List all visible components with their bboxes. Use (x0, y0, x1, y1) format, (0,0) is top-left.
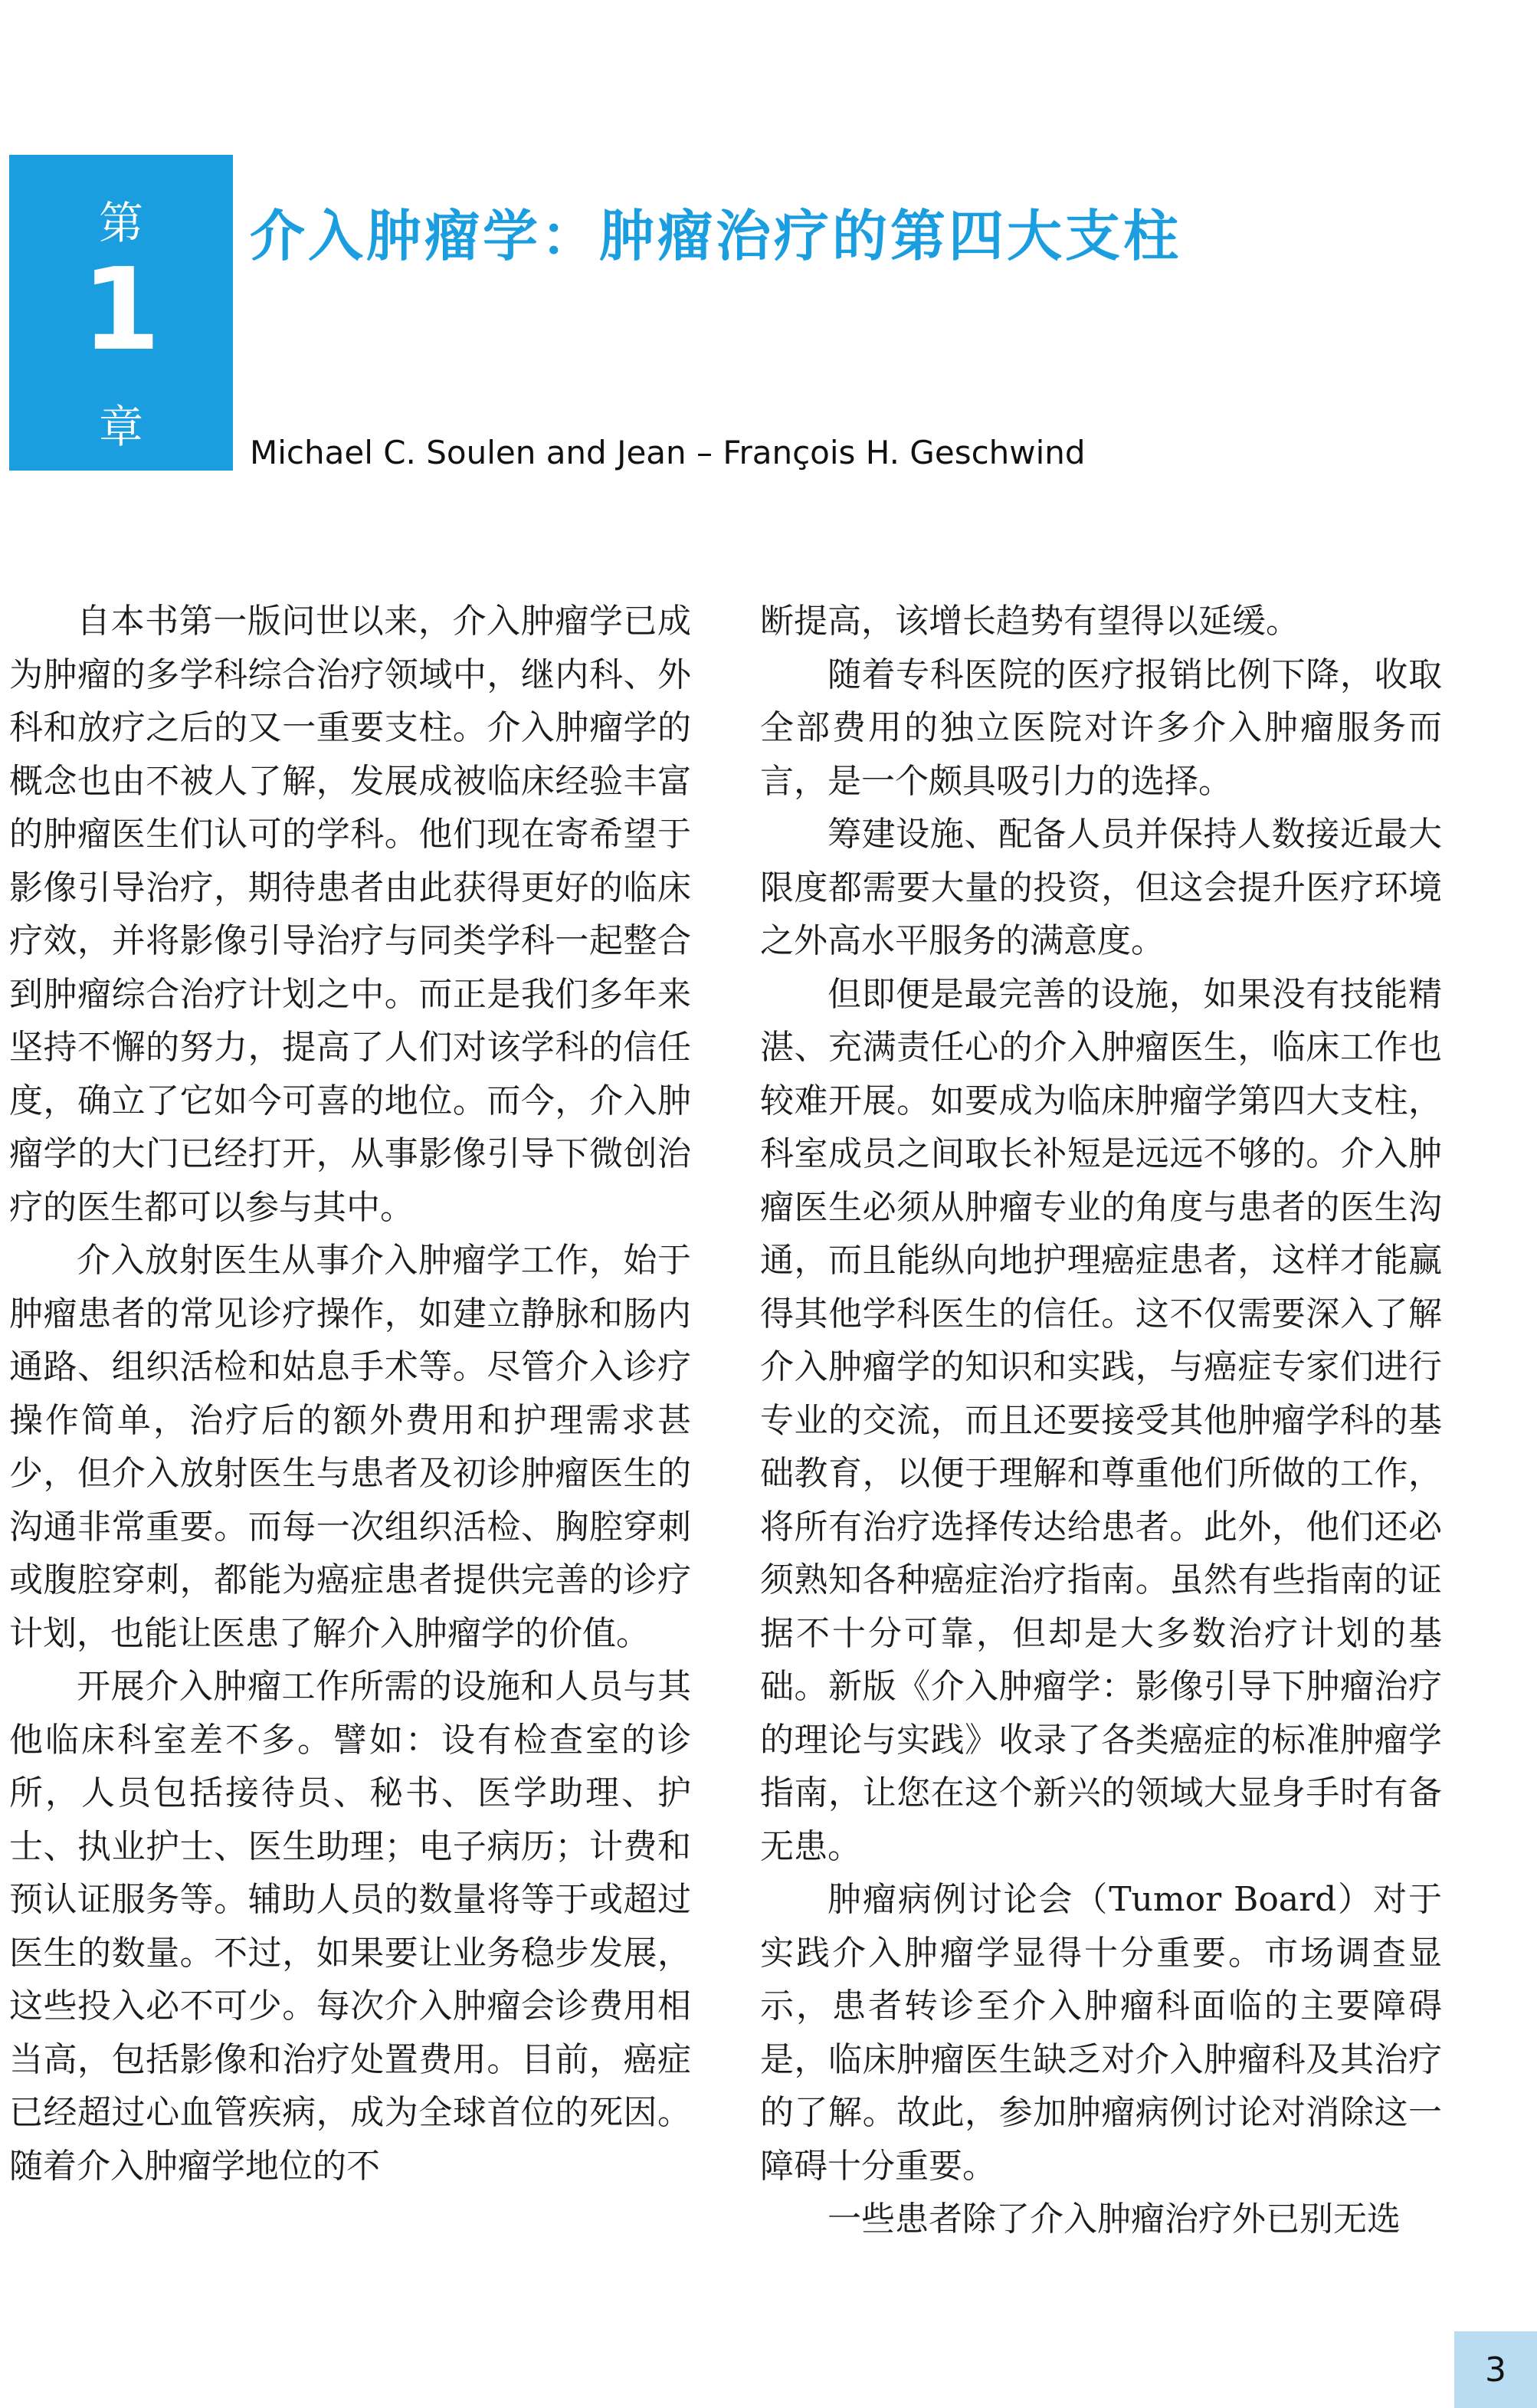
right-column (760, 595, 1442, 2246)
chapter-title: 介入肿瘤学：肿瘤治疗的第四大支柱 (250, 204, 1182, 268)
chapter-label-top: 第 (98, 197, 143, 249)
paragraph-continuation: 断提高，该增长趋势有望得以延缓。 (760, 602, 1299, 641)
chapter-number-box (9, 155, 233, 471)
paragraph: 筹建设施、配备人员并保持人数接近最大限度都需要大量的投资，但这会提升医疗环境之外高水平服务的满意度。 (760, 815, 1442, 960)
chapter-label-bottom: 章 (98, 401, 143, 453)
paragraph: 随着专科医院的医疗报销比例下降，收取全部费用的独立医院对许多介入肿瘤服务而言，是一个颇具吸引力的选择。 (760, 654, 1442, 801)
paragraph: 肿瘤病例讨论会（Tumor Board）对于实践介入肿瘤学显得十分重要。市场调查显示，患者转诊至介入肿瘤科面临的主要障碍是，临床肿瘤医生缺乏对介入肿瘤科及其治疗的了解。故此，参加肿瘤病例讨论对消除这一障碍十分重要。 (760, 1880, 1442, 2186)
chapter-number: 1 (81, 244, 161, 376)
left-column (9, 595, 691, 2193)
paragraph: 介入放射医生从事介入肿瘤学工作，始于肿瘤患者的常见诊疗操作，如建立静脉和肠内通路、组织活检和姑息手术等。尽管介入诊疗操作简单，治疗后的额外费用和护理需求甚少，但介入放射医生与患者及初诊肿瘤医生的沟通非常重要。而每一次组织活检、胸腔穿刺或腹腔穿刺，都能为癌症患者提供完善的诊疗计划，也能让医患了解介入肿瘤学的价值。 (9, 1241, 691, 1653)
paragraph: 开展介入肿瘤工作所需的设施和人员与其他临床科室差不多。譬如：设有检查室的诊所，人员包括接待员、秘书、医学助理、护士、执业护士、医生助理；电子病历；计费和预认证服务等。辅助人员的数量将等于或超过医生的数量。不过，如果要让业务稳步发展，这些投入必不可少。每次介入肿瘤会诊费用相当高，包括影像和治疗处置费用。目前，癌症已经超过心血管疾病，成为全球首位的死因。随着介入肿瘤学地位的不 (9, 1667, 691, 2186)
page-number: 3 (1454, 2331, 1537, 2408)
paragraph: 但即便是最完善的设施，如果没有技能精湛、充满责任心的介入肿瘤医生，临床工作也较难开展。如要成为临床肿瘤学第四大支柱，科室成员之间取长补短是远远不够的。介入肿瘤医生必须从肿瘤专业的角度与患者的医生沟通，而且能纵向地护理癌症患者，这样才能赢得其他学科医生的信任。这不仅需要深入了解介入肿瘤学的知识和实践，与癌症专家们进行专业的交流，而且还要接受其他肿瘤学科的基础教育，以便于理解和尊重他们所做的工作，将所有治疗选择传达给患者。此外，他们还必须熟知各种癌症治疗指南。虽然有些指南的证据不十分可靠，但却是大多数治疗计划的基础。新版《介入肿瘤学：影像引导下肿瘤治疗的理论与实践》收录了各类癌症的标准肿瘤学指南，让您在这个新兴的领域大显身手时有备无患。 (760, 974, 1442, 1866)
chapter-authors: Michael C. Soulen and Jean – François H. Geschwind (250, 434, 1086, 471)
paragraph: 自本书第一版问世以来，介入肿瘤学已成为肿瘤的多学科综合治疗领域中，继内科、外科和放疗之后的又一重要支柱。介入肿瘤学的概念也由不被人了解，发展成被临床经验丰富的肿瘤医生们认可的学科。他们现在寄希望于影像引导治疗，期待患者由此获得更好的临床疗效，并将影像引导治疗与同类学科一起整合到肿瘤综合治疗计划之中。而正是我们多年来坚持不懈的努力，提高了人们对该学科的信任度，确立了它如今可喜的地位。而今，介入肿瘤学的大门已经打开，从事影像引导下微创治疗的医生都可以参与其中。 (9, 602, 691, 1227)
paragraph: 一些患者除了介入肿瘤治疗外已别无选 (827, 2200, 1401, 2239)
